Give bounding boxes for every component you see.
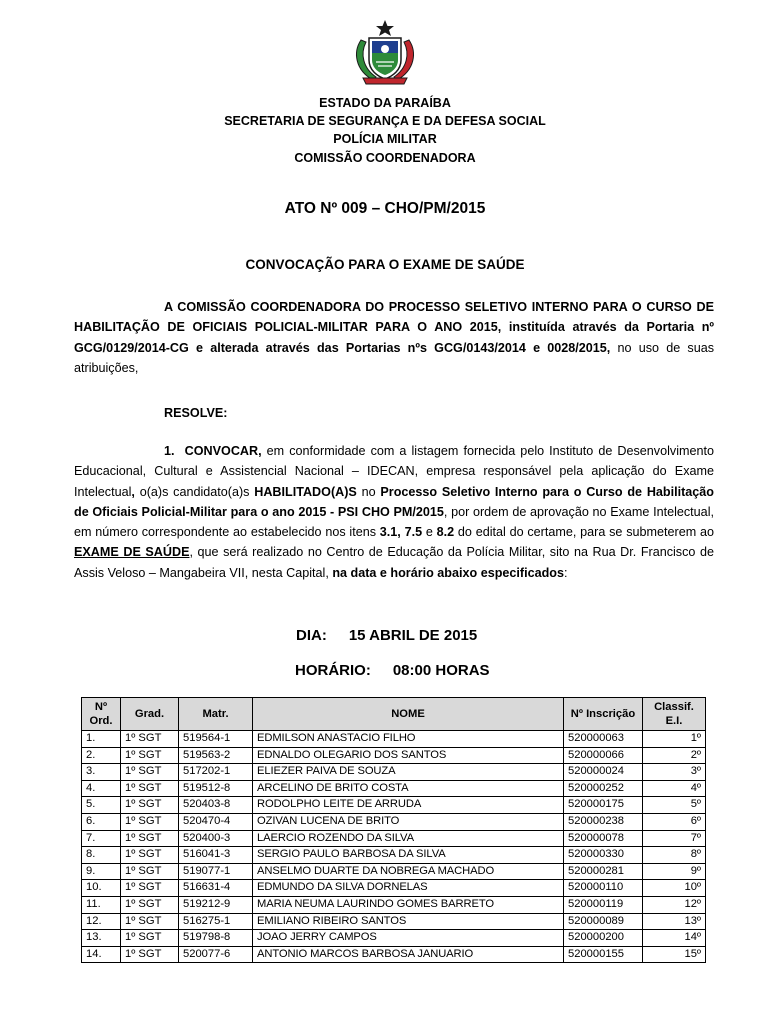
convocar-text-6: do edital do certame, para se submeterem ao (454, 525, 714, 540)
cell-inscricao: 520000330 (564, 847, 643, 864)
table-body (82, 731, 706, 963)
cell-ord: 8. (82, 847, 121, 864)
convocar-text-2: o(a)s candidato(a)s (134, 484, 255, 499)
cell-inscricao: 520000110 (564, 880, 643, 897)
institution-header (0, 94, 770, 167)
table-row (82, 913, 706, 930)
cell-ord: 14. (82, 946, 121, 963)
header-commission: COMISSÃO COORDENADORA (294, 150, 476, 165)
convocar-text-4: , por ordem de aprovação no Exame Intelectual, em número correspondente ao estabelecido nos itens (74, 504, 714, 540)
cell-nome: ELIEZER PAIVA DE SOUZA (253, 764, 564, 781)
cell-ord: 6. (82, 813, 121, 830)
cell-grad: 1º SGT (121, 747, 179, 764)
convocation-title: CONVOCAÇÃO PARA O EXAME DE SAÚDE (245, 257, 525, 272)
cell-grad: 1º SGT (121, 863, 179, 880)
cell-grad: 1º SGT (121, 847, 179, 864)
table-row (82, 830, 706, 847)
cell-inscricao: 520000119 (564, 896, 643, 913)
cell-matr: 516631-4 (179, 880, 253, 897)
cell-nome: ANSELMO DUARTE DA NOBREGA MACHADO (253, 863, 564, 880)
time-label: HORÁRIO: (295, 662, 371, 679)
cell-inscricao: 520000252 (564, 780, 643, 797)
cell-grad: 1º SGT (121, 731, 179, 748)
cell-matr: 519212-9 (179, 896, 253, 913)
cell-classif: 15º (643, 946, 706, 963)
convocar-text-7: , que será realizado no Centro de Educação da Polícia Militar, sito na Rua Dr. Francisco de Assis Veloso – Mangabeira VII, nesta Capital, (74, 545, 714, 580)
cell-matr: 517202-1 (179, 764, 253, 781)
table-row (82, 863, 706, 880)
table-row (82, 731, 706, 748)
intro-bold-text: A COMISSÃO COORDENADORA DO PROCESSO SELETIVO INTERNO PARA O CURSO DE HABILITAÇÃO DE OFICIAIS POLICIAL-MILITAR PARA O ANO 2015, instituída através da Portaria nº GCG/0129/2014-CG e alterada através das Portarias nºs GCG/0143/2014 e 0028/2015, (74, 300, 714, 355)
cell-grad: 1º SGT (121, 780, 179, 797)
cell-ord: 13. (82, 930, 121, 947)
table-row (82, 896, 706, 913)
date-reference-text: na data e horário abaixo especificados (332, 565, 564, 580)
cell-classif: 7º (643, 830, 706, 847)
cell-classif: 3º (643, 764, 706, 781)
cell-nome: EDNALDO OLEGARIO DOS SANTOS (253, 747, 564, 764)
items-text-2: 8.2 (436, 525, 455, 540)
act-title: ATO Nº 009 – CHO/PM/2015 (284, 200, 486, 217)
cell-grad: 1º SGT (121, 896, 179, 913)
header-secretariat: SECRETARIA DE SEGURANÇA E DA DEFESA SOCIAL (224, 114, 546, 129)
table-row (82, 747, 706, 764)
cell-inscricao: 520000024 (564, 764, 643, 781)
intro-normal-text: no uso de suas atribuições, (74, 340, 715, 375)
cell-nome: ARCELINO DE BRITO COSTA (253, 780, 564, 797)
col-header-grad: Grad. (121, 698, 179, 731)
cell-classif: 1º (643, 731, 706, 748)
items-text-1: 3.1, 7.5 (379, 525, 423, 540)
cell-ord: 11. (82, 896, 121, 913)
table-row (82, 780, 706, 797)
cell-matr: 519512-8 (179, 780, 253, 797)
cell-nome: JOAO JERRY CAMPOS (253, 930, 564, 947)
habilitados-text: HABILITADO(A)S (254, 484, 357, 499)
cell-grad: 1º SGT (121, 764, 179, 781)
table-row (82, 797, 706, 814)
cell-grad: 1º SGT (121, 813, 179, 830)
cell-matr: 520470-4 (179, 813, 253, 830)
cell-inscricao: 520000089 (564, 913, 643, 930)
cell-classif: 10º (643, 880, 706, 897)
convocar-paragraph (74, 441, 714, 583)
cell-classif: 8º (643, 847, 706, 864)
cell-inscricao: 520000200 (564, 930, 643, 947)
cell-inscricao: 520000155 (564, 946, 643, 963)
cell-nome: EMILIANO RIBEIRO SANTOS (253, 913, 564, 930)
cell-ord: 5. (82, 797, 121, 814)
cell-grad: 1º SGT (121, 797, 179, 814)
cell-grad: 1º SGT (121, 946, 179, 963)
cell-matr: 519563-2 (179, 747, 253, 764)
exam-time (295, 662, 490, 679)
cell-classif: 9º (643, 863, 706, 880)
header-police: POLÍCIA MILITAR (333, 132, 437, 147)
cell-classif: 2º (643, 747, 706, 764)
cell-classif: 6º (643, 813, 706, 830)
cell-classif: 5º (643, 797, 706, 814)
convocar-text-1: em conformidade com a listagem fornecida pelo Instituto de Desenvolvimento Educacional, Cultural e Assistencial Nacional – IDECAN, empresa responsável pela aplicação do Exame Intelectual (74, 444, 715, 499)
col-header-matr: Matr. (179, 698, 253, 731)
date-value: 15 ABRIL DE 2015 (348, 627, 478, 644)
cell-nome: OZIVAN LUCENA DE BRITO (253, 813, 564, 830)
col-header-nome: NOME (253, 698, 564, 731)
time-value: 08:00 HORAS (392, 662, 490, 679)
resolve-heading: RESOLVE: (164, 406, 228, 420)
convocar-text-8: : (564, 565, 568, 580)
cell-grad: 1º SGT (121, 880, 179, 897)
cell-inscricao: 520000063 (564, 731, 643, 748)
cell-grad: 1º SGT (121, 830, 179, 847)
process-name-text: Processo Seletivo Interno para o Curso de Habilitação de Oficiais Policial-Militar para o ano 2015 - PSI CHO PM/2015 (74, 484, 715, 519)
cell-ord: 9. (82, 863, 121, 880)
cell-ord: 10. (82, 880, 121, 897)
cell-nome: EDMUNDO DA SILVA DORNELAS (253, 880, 564, 897)
cell-matr: 516275-1 (179, 913, 253, 930)
cell-matr: 519564-1 (179, 731, 253, 748)
exam-name-text: EXAME DE SAÚDE (74, 545, 190, 560)
cell-ord: 2. (82, 747, 121, 764)
cell-nome: LAERCIO ROZENDO DA SILVA (253, 830, 564, 847)
table-header-row (82, 698, 706, 731)
cell-inscricao: 520000066 (564, 747, 643, 764)
convocar-verb: CONVOCAR, (184, 444, 262, 458)
cell-matr: 520077-6 (179, 946, 253, 963)
table-row (82, 764, 706, 781)
cell-inscricao: 520000078 (564, 830, 643, 847)
table-row (82, 930, 706, 947)
cell-nome: MARIA NEUMA LAURINDO GOMES BARRETO (253, 896, 564, 913)
cell-matr: 519077-1 (179, 863, 253, 880)
table-row (82, 813, 706, 830)
cell-matr: 520400-3 (179, 830, 253, 847)
cell-inscricao: 520000175 (564, 797, 643, 814)
date-label: DIA: (296, 627, 327, 644)
cell-nome: SERGIO PAULO BARBOSA DA SILVA (253, 847, 564, 864)
cell-ord: 12. (82, 913, 121, 930)
col-header-ord: Nº Ord. (82, 698, 121, 731)
cell-classif: 14º (643, 930, 706, 947)
exam-date (296, 627, 477, 644)
cell-grad: 1º SGT (121, 930, 179, 947)
convocar-text-5: e (422, 525, 437, 540)
table-row (82, 847, 706, 864)
cell-nome: ANTONIO MARCOS BARBOSA JANUARIO (253, 946, 564, 963)
header-state: ESTADO DA PARAÍBA (319, 96, 451, 110)
cell-ord: 1. (82, 731, 121, 748)
cell-classif: 4º (643, 780, 706, 797)
intro-paragraph (74, 297, 714, 378)
item-number: 1. (164, 444, 175, 458)
cell-ord: 4. (82, 780, 121, 797)
state-coat-of-arms-icon (349, 18, 421, 86)
cell-matr: 516041-3 (179, 847, 253, 864)
cell-matr: 519798-8 (179, 930, 253, 947)
convocar-text-3: no (356, 484, 381, 499)
col-header-inscricao: Nº Inscrição (564, 698, 643, 731)
cell-nome: RODOLPHO LEITE DE ARRUDA (253, 797, 564, 814)
table-row (82, 946, 706, 963)
cell-classif: 12º (643, 896, 706, 913)
cell-grad: 1º SGT (121, 913, 179, 930)
cell-classif: 13º (643, 913, 706, 930)
cell-inscricao: 520000238 (564, 813, 643, 830)
cell-nome: EDMILSON ANASTACIO FILHO (253, 731, 564, 748)
cell-ord: 7. (82, 830, 121, 847)
cell-ord: 3. (82, 764, 121, 781)
table-row (82, 880, 706, 897)
convocar-comma: , (131, 484, 135, 499)
candidates-table (81, 697, 706, 963)
col-header-classif: Classif. E.I. (643, 698, 706, 731)
cell-matr: 520403-8 (179, 797, 253, 814)
cell-inscricao: 520000281 (564, 863, 643, 880)
